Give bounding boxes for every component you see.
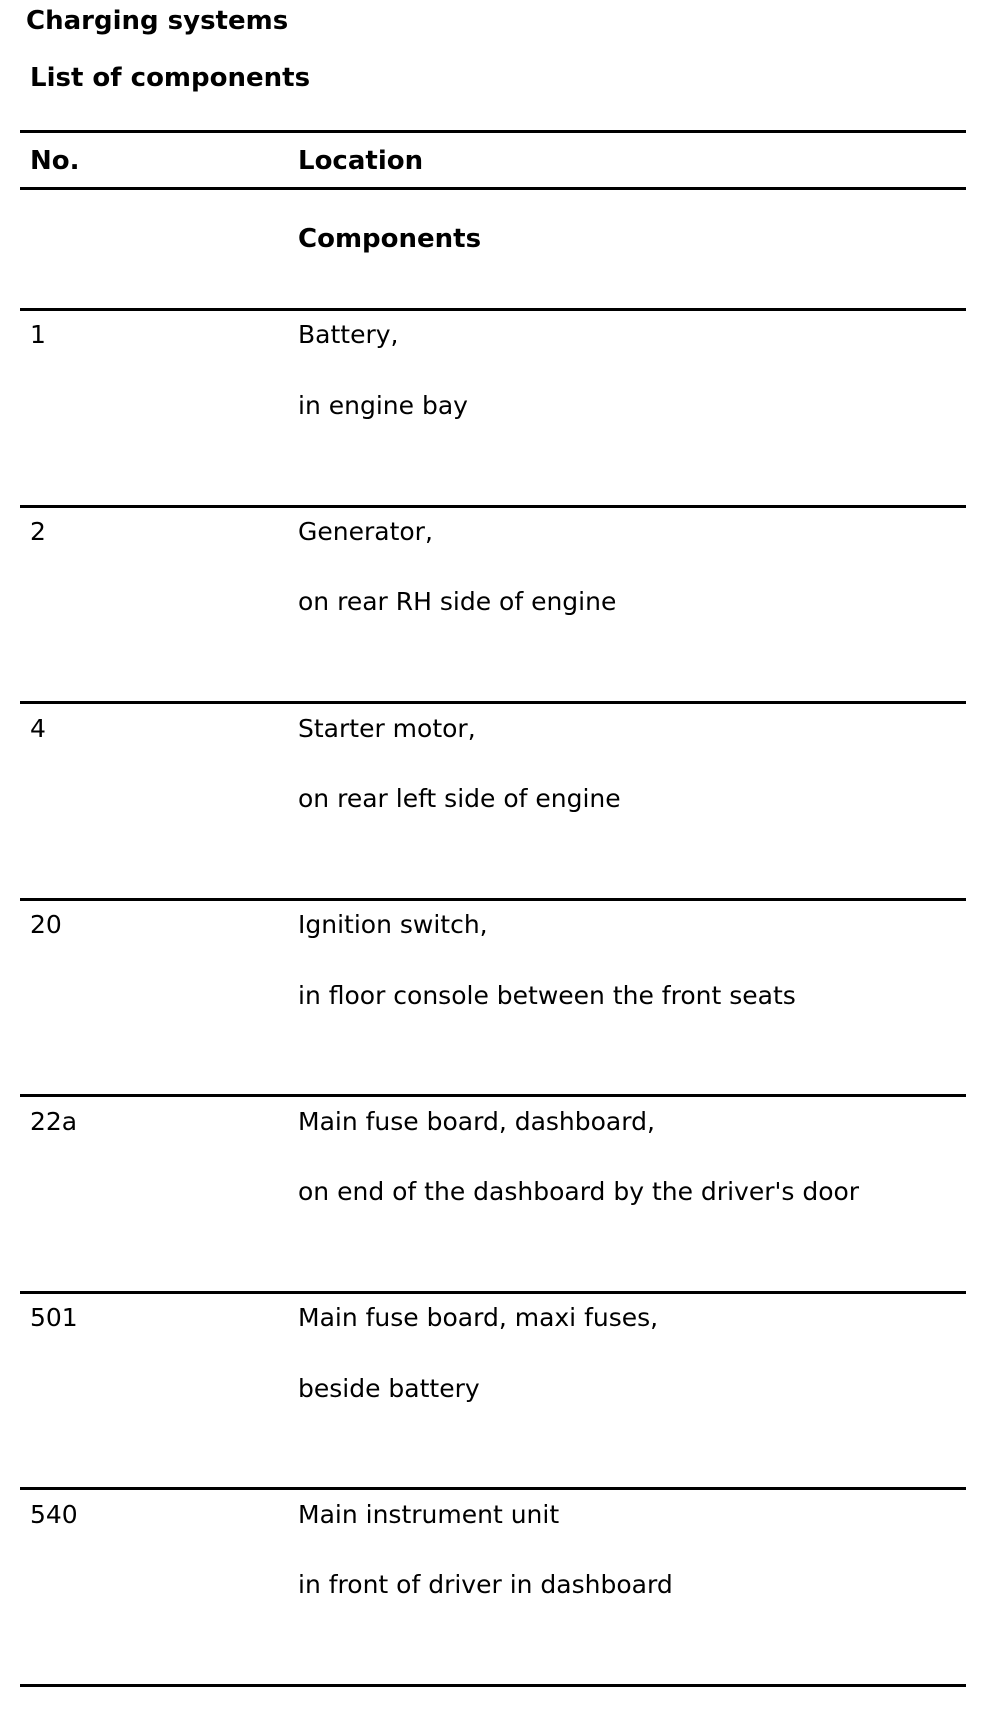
row-component: Main fuse board, maxi fuses, <box>298 1303 659 1332</box>
row-component: Battery, <box>298 320 399 349</box>
row-divider <box>20 701 966 704</box>
row-no: 1 <box>30 320 46 349</box>
row-component: Main fuse board, dashboard, <box>298 1107 655 1136</box>
document-title: Charging systems <box>26 6 289 36</box>
row-component: Main instrument unit <box>298 1500 560 1529</box>
row-divider <box>20 1094 966 1097</box>
table-bottom-rule <box>20 1684 966 1687</box>
header-no: No. <box>30 146 80 176</box>
row-location: in front of driver in dashboard <box>298 1570 673 1599</box>
row-divider <box>20 1487 966 1490</box>
row-location: in engine bay <box>298 391 468 420</box>
row-no: 501 <box>30 1303 78 1332</box>
header-location: Location <box>298 146 424 176</box>
row-location: beside battery <box>298 1374 480 1403</box>
row-location: on rear RH side of engine <box>298 587 617 616</box>
table-top-rule <box>20 130 966 133</box>
row-divider <box>20 1291 966 1294</box>
row-no: 20 <box>30 910 62 939</box>
header-rule <box>20 187 966 190</box>
document-subtitle: List of components <box>30 63 311 93</box>
row-divider <box>20 898 966 901</box>
row-no: 540 <box>30 1500 78 1529</box>
row-component: Starter motor, <box>298 714 476 743</box>
row-divider <box>20 505 966 508</box>
row-component: Generator, <box>298 517 433 546</box>
header-bottom-rule <box>20 308 966 311</box>
row-location: on rear left side of engine <box>298 784 621 813</box>
row-no: 4 <box>30 714 46 743</box>
row-location: in floor console between the front seats <box>298 981 796 1010</box>
row-component: Ignition switch, <box>298 910 488 939</box>
header-components: Components <box>298 224 482 254</box>
row-no: 2 <box>30 517 46 546</box>
row-location: on end of the dashboard by the driver's door <box>298 1177 860 1206</box>
row-no: 22a <box>30 1107 78 1136</box>
